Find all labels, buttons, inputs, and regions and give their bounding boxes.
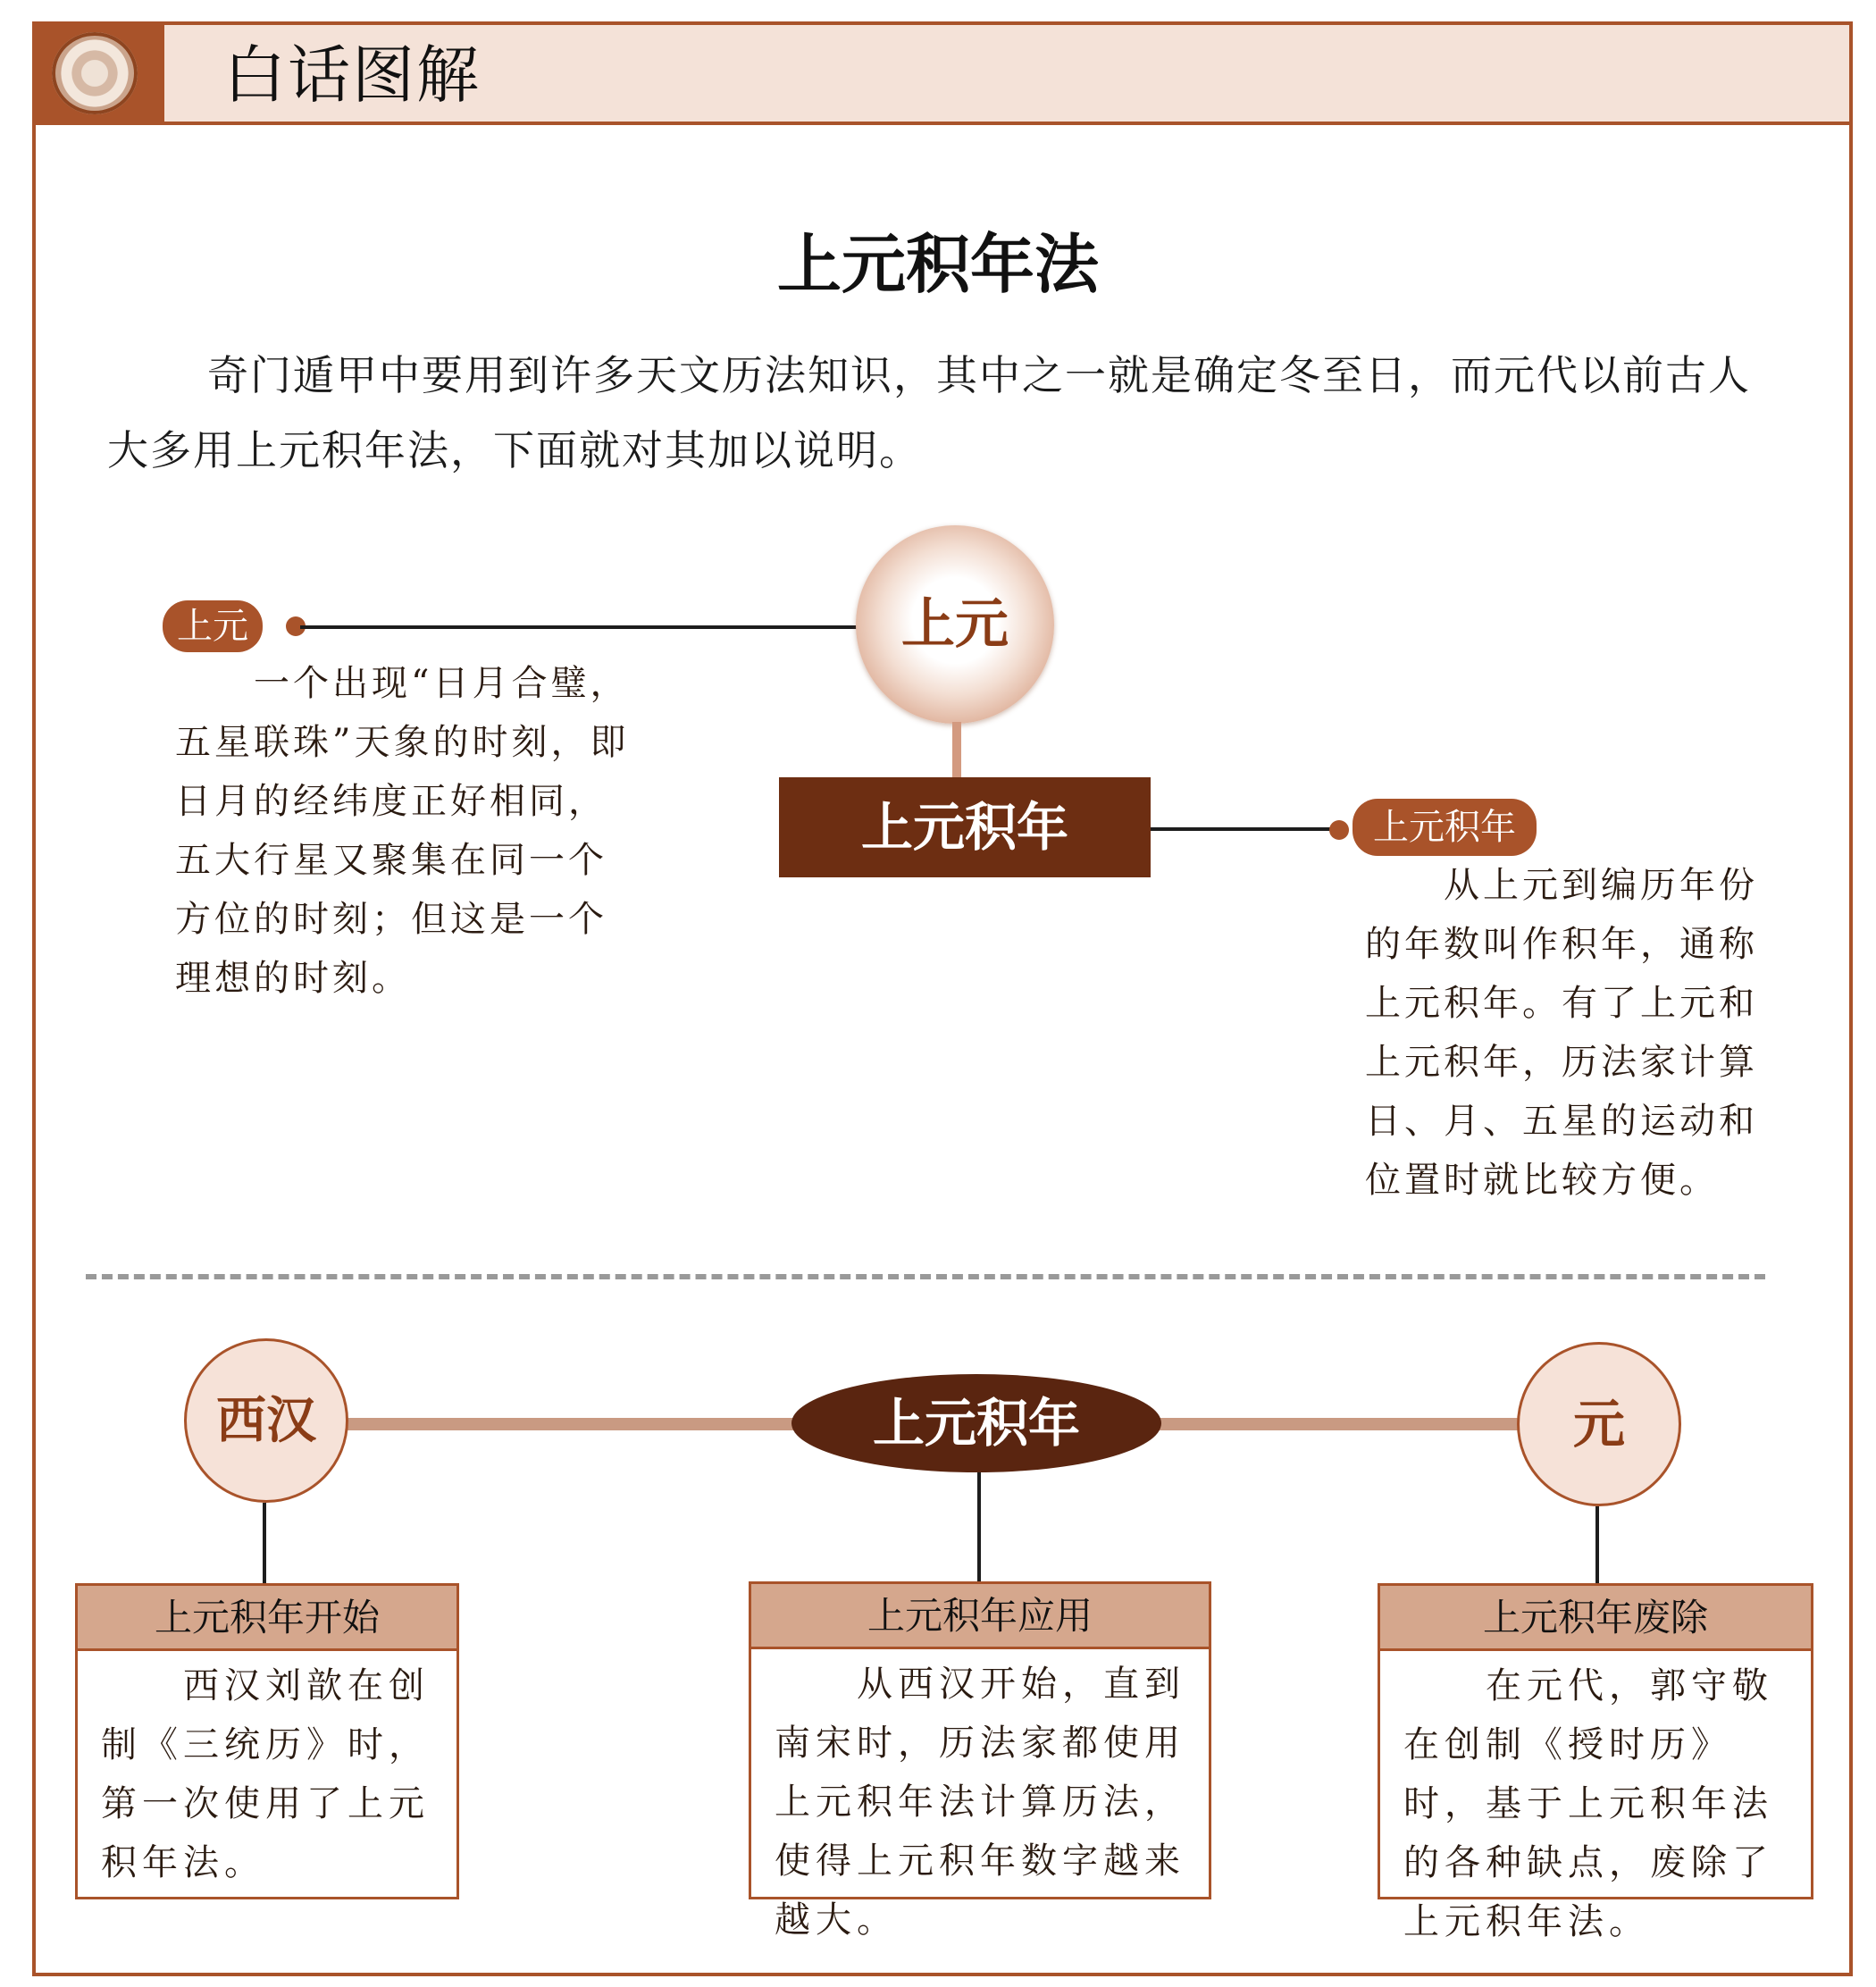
circle-xihan: 西汉: [184, 1338, 348, 1503]
card-text: 从西汉开始，直到南宋时，历法家都使用上元积年法计算历法，使得上元积年数字越来越大。: [775, 1664, 1185, 1941]
right-note: 从上元到编历年份的年数叫作积年，通称上元积年。有了上元和上元积年，历法家计算日、月、五星的运动和位置时就比较方便。: [1365, 865, 1758, 1201]
center-ellipse: 上元积年: [791, 1374, 1161, 1472]
card-start: [75, 1583, 459, 1899]
right-drop: [1595, 1506, 1599, 1585]
right-dot: [1329, 820, 1349, 840]
left-note: 一个出现“日月合璧，五星联珠”天象的时刻，即日月的经纬度正好相同，五大行星又聚集在同一个方位的时刻；但这是一个理想的时刻。: [175, 663, 630, 999]
right-tag: 上元积年: [1353, 799, 1537, 856]
card-abolish: [1378, 1583, 1813, 1942]
center-drop: [977, 1472, 981, 1581]
globe-shangyuan: 上元: [856, 525, 1054, 724]
left-drop: [263, 1503, 266, 1585]
card-apply: [749, 1581, 1211, 1941]
intro-paragraph: 奇门遁甲中要用到许多天文历法知识，其中之一就是确定冬至日，而元代以前古人大多用上元积年法，下面就对其加以说明。: [107, 351, 1751, 474]
left-tag: 上元: [163, 600, 263, 652]
card-title: 上元积年应用: [751, 1584, 1209, 1649]
center-box: 上元积年: [779, 777, 1151, 877]
logo-block: [36, 25, 164, 122]
card-title: 上元积年开始: [78, 1586, 456, 1651]
page-title: 上元积年法: [776, 227, 1099, 302]
globe-stem: [952, 722, 961, 777]
card-text: 西汉刘歆在创制《三统历》时，第一次使用了上元积年法。: [101, 1665, 430, 1883]
left-connector: [300, 625, 861, 629]
seal-logo-icon: [52, 32, 138, 114]
right-connector: [1151, 827, 1338, 831]
card-text: 在元代，郭守敬在创制《授时历》时，基于上元积年法的各种缺点，废除了上元积年法。: [1403, 1665, 1773, 1942]
header-band: [32, 21, 1853, 125]
card-title: 上元积年废除: [1380, 1586, 1811, 1651]
section-divider: [86, 1274, 1765, 1279]
header-title: 白话图解: [223, 38, 481, 112]
circle-yuan: 元: [1517, 1342, 1681, 1506]
